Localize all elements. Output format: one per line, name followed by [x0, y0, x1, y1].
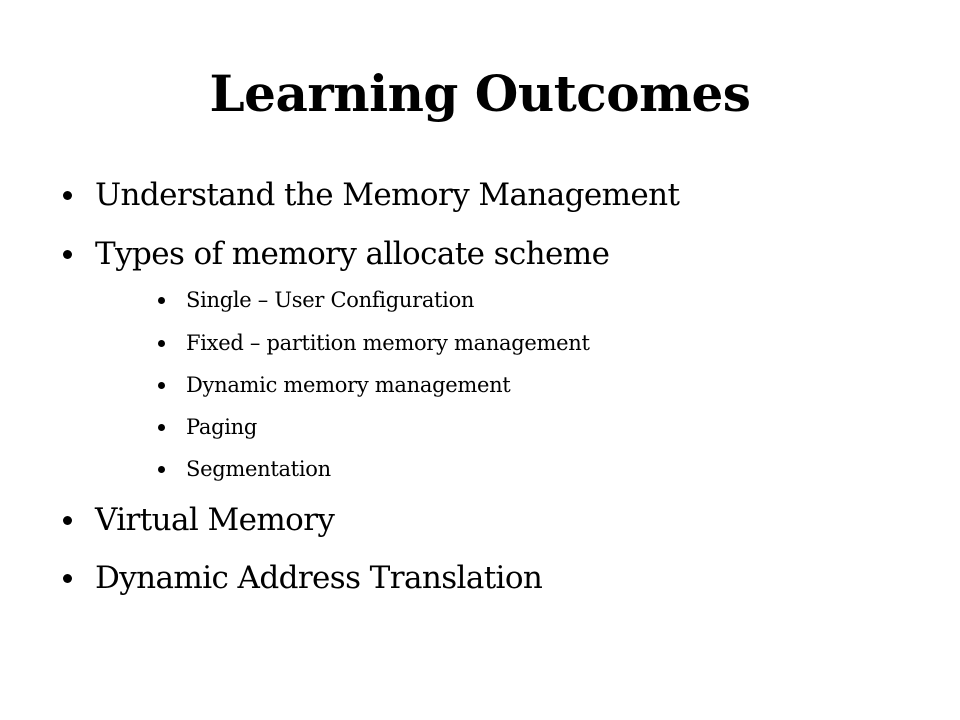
bullet-item: [95, 500, 334, 540]
bullet-dot-icon: [63, 191, 72, 200]
bullet-dot-icon: [63, 516, 72, 525]
bullet-dot-icon: [158, 340, 165, 347]
bullet-dot-icon: [63, 574, 72, 583]
bullet-dot-icon: [158, 297, 165, 304]
bullet-dot-icon: [63, 250, 72, 259]
bullet-dot-icon: [158, 382, 165, 389]
bullet-text: Dynamic memory management: [186, 373, 511, 397]
bullet-dot-icon: [158, 424, 165, 431]
bullet-dot-icon: [158, 466, 165, 473]
bullet-text: Single – User Configuration: [186, 288, 475, 312]
bullet-text: Segmentation: [186, 457, 331, 481]
slide-title: Learning Outcomes: [209, 64, 751, 123]
bullet-text: Understand the Memory Management: [95, 177, 680, 213]
sub-bullet-item: [186, 454, 331, 484]
sub-bullet-item: [186, 370, 510, 400]
bullet-item: [95, 234, 609, 274]
sub-bullet-item: [186, 328, 590, 358]
bullet-text: Fixed – partition memory management: [186, 331, 590, 355]
sub-bullet-item: [186, 285, 474, 315]
bullet-text: Paging: [186, 415, 258, 439]
bullet-text: Virtual Memory: [95, 502, 335, 538]
bullet-text: Dynamic Address Translation: [95, 560, 543, 596]
bullet-item: [95, 558, 542, 598]
sub-bullet-item: [186, 412, 257, 442]
bullet-text: Types of memory allocate scheme: [95, 236, 610, 272]
bullet-item: [95, 175, 679, 215]
